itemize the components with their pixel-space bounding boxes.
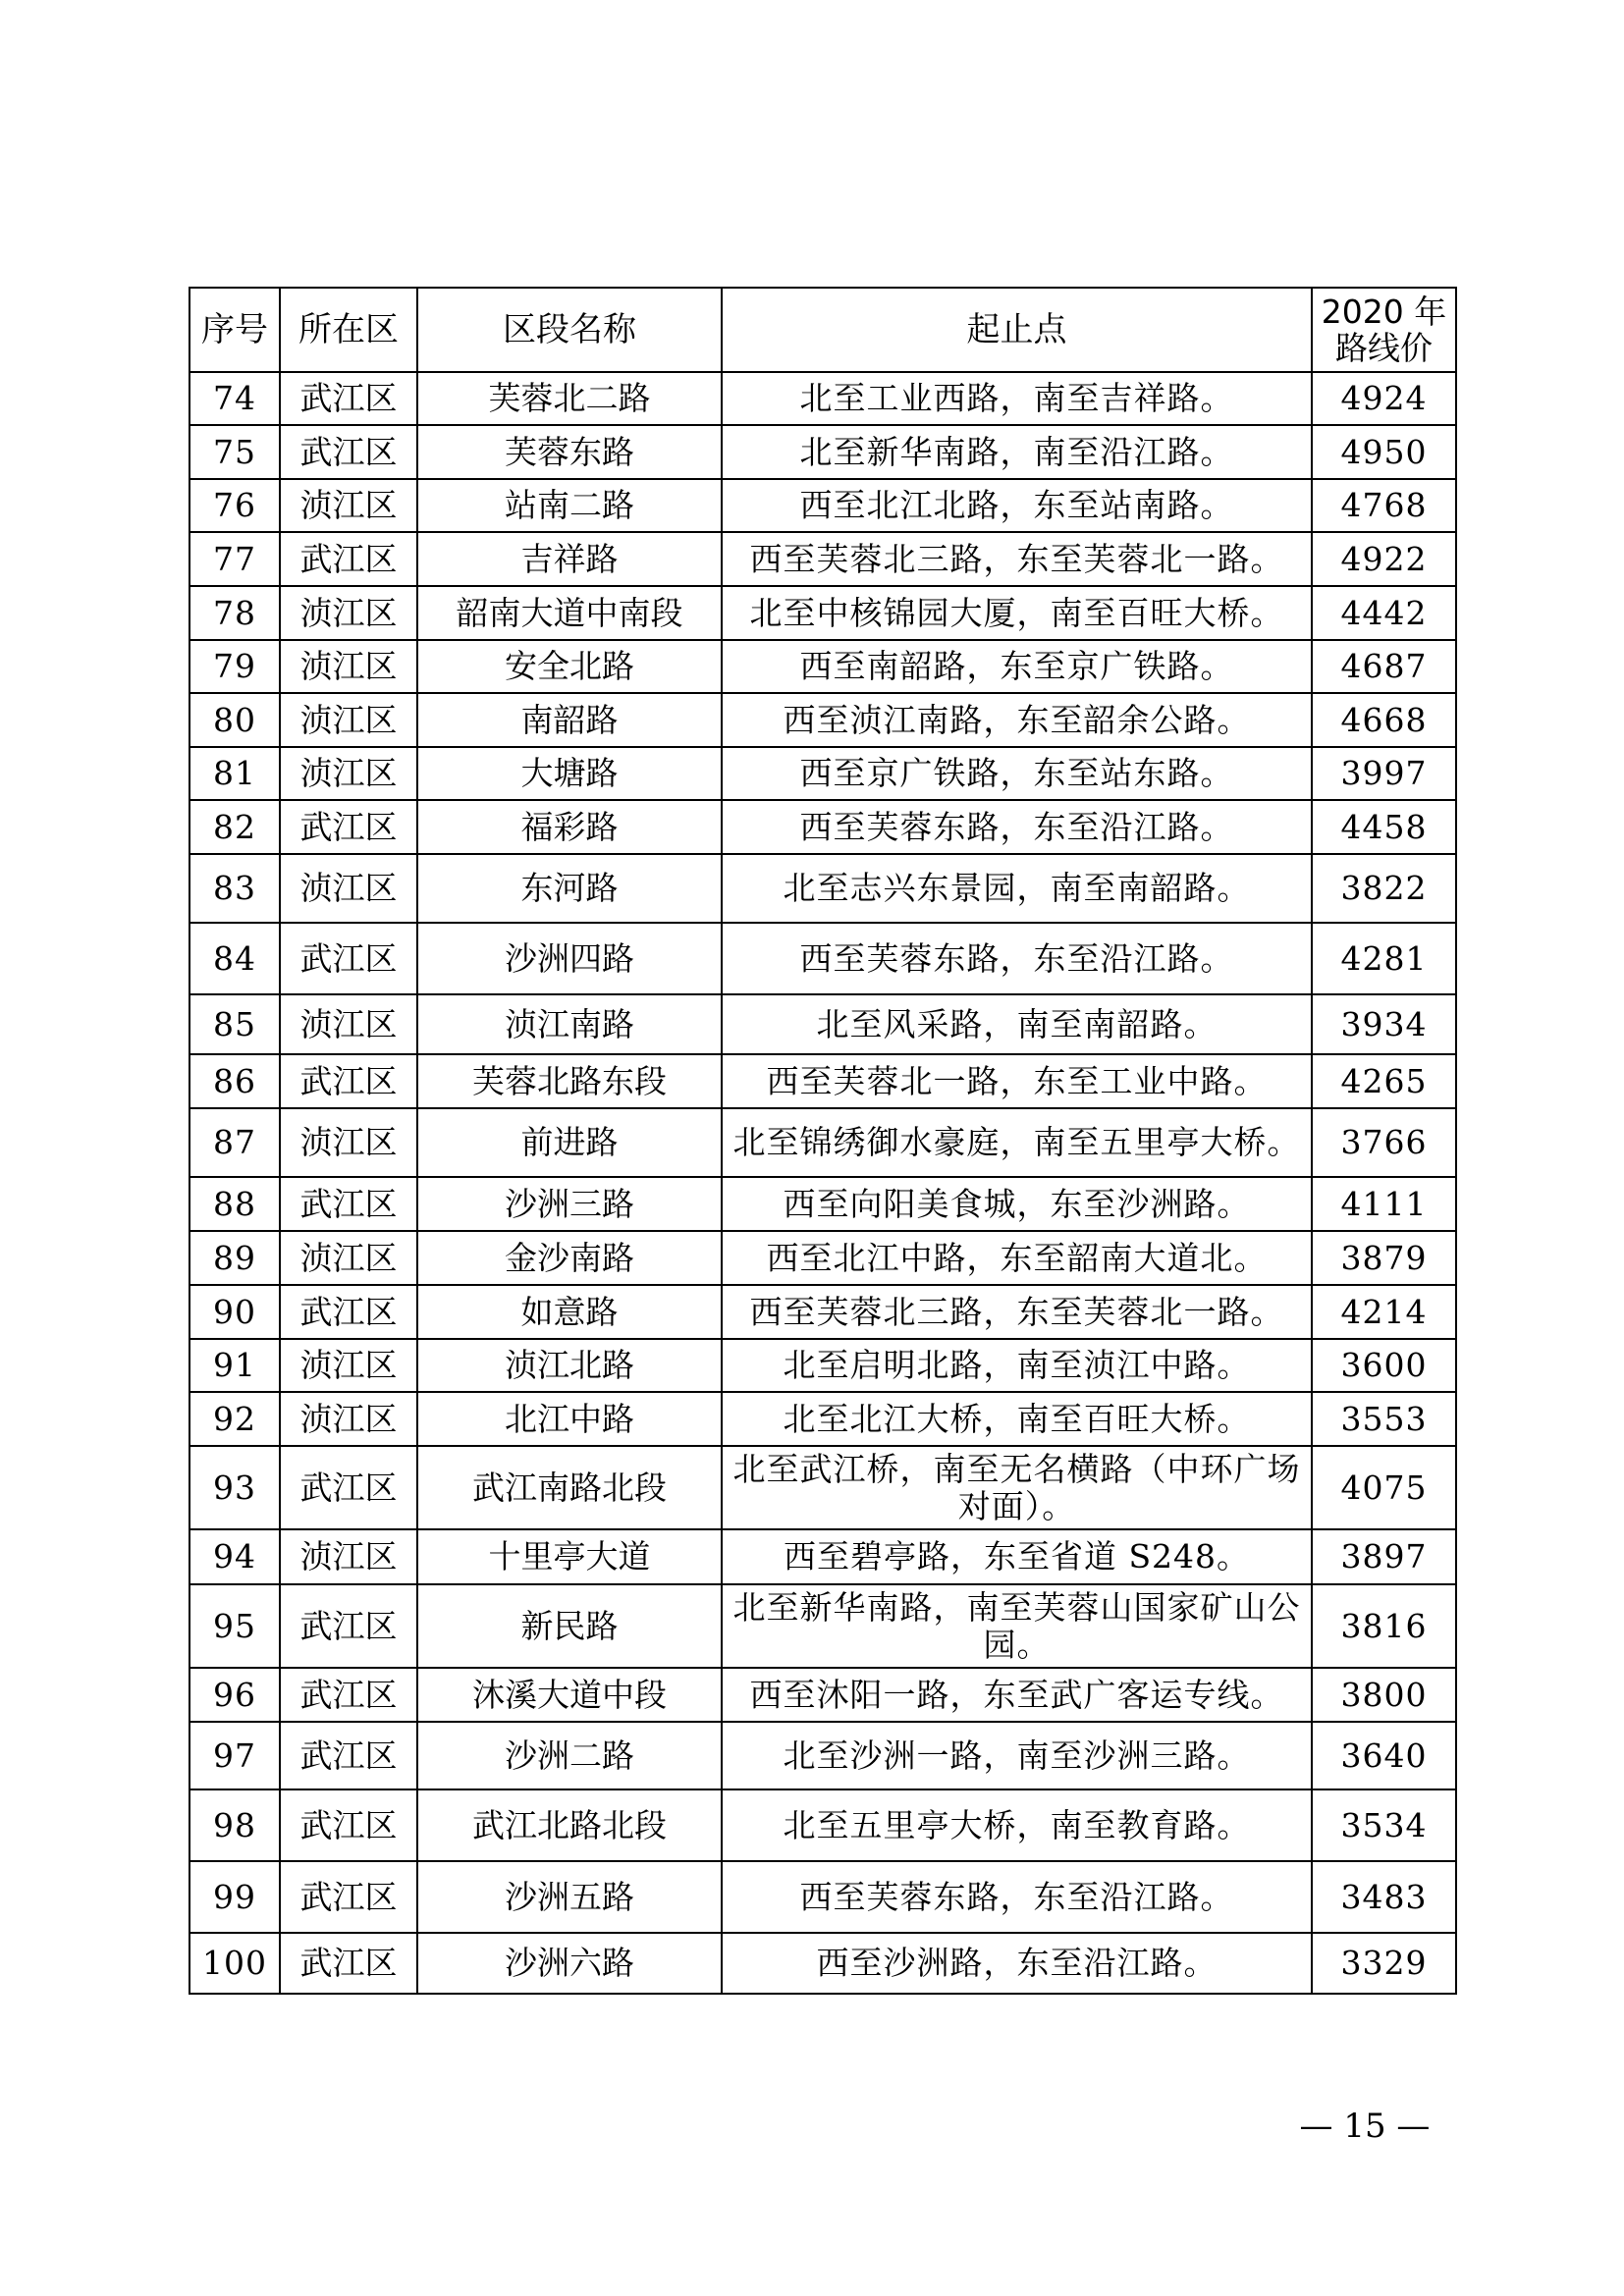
cell-no: 88 — [189, 1177, 280, 1231]
cell-district: 武江区 — [280, 1584, 417, 1668]
header-segment: 区段名称 — [417, 288, 722, 372]
table-row — [189, 1339, 1456, 1392]
cell-district: 武江区 — [280, 1789, 417, 1861]
cell-no: 80 — [189, 693, 280, 747]
cell-range: 西至芙蓉北一路，东至工业中路。 — [722, 1054, 1312, 1108]
table-row — [189, 1861, 1456, 1933]
cell-no: 98 — [189, 1789, 280, 1861]
header-district: 所在区 — [280, 288, 417, 372]
cell-district: 武江区 — [280, 1177, 417, 1231]
cell-segment: 南韶路 — [417, 693, 722, 747]
cell-range: 西至浈江南路，东至韶余公路。 — [722, 693, 1312, 747]
cell-price: 3800 — [1312, 1668, 1456, 1722]
table-row — [189, 854, 1456, 923]
cell-range: 北至志兴东景园，南至南韶路。 — [722, 854, 1312, 923]
cell-no: 92 — [189, 1392, 280, 1446]
table-row — [189, 372, 1456, 425]
cell-price: 4922 — [1312, 532, 1456, 586]
table-row — [189, 1285, 1456, 1339]
cell-range: 西至向阳美食城，东至沙洲路。 — [722, 1177, 1312, 1231]
header-price-year: 2020 年 — [1321, 293, 1447, 331]
table-row — [189, 1231, 1456, 1285]
cell-segment: 东河路 — [417, 854, 722, 923]
cell-district: 武江区 — [280, 425, 417, 479]
cell-segment: 武江南路北段 — [417, 1446, 722, 1529]
cell-no: 81 — [189, 747, 280, 800]
cell-segment: 沙洲二路 — [417, 1722, 722, 1789]
cell-range: 西至芙蓉北三路，东至芙蓉北一路。 — [722, 1285, 1312, 1339]
cell-district: 浈江区 — [280, 640, 417, 693]
cell-district: 浈江区 — [280, 1231, 417, 1285]
cell-district: 武江区 — [280, 532, 417, 586]
cell-segment: 韶南大道中南段 — [417, 586, 722, 640]
cell-range: 北至中核锦园大厦，南至百旺大桥。 — [722, 586, 1312, 640]
header-price-label: 路线价 — [1335, 329, 1433, 367]
table-row — [189, 1933, 1456, 1994]
cell-segment: 福彩路 — [417, 800, 722, 854]
cell-range: 西至芙蓉东路，东至沿江路。 — [722, 1861, 1312, 1933]
cell-price: 3934 — [1312, 994, 1456, 1054]
cell-range: 北至武江桥，南至无名横路（中环广场对面）。 — [722, 1446, 1312, 1529]
cell-no: 82 — [189, 800, 280, 854]
cell-price: 3766 — [1312, 1108, 1456, 1177]
cell-price: 4668 — [1312, 693, 1456, 747]
cell-range: 西至芙蓉北三路，东至芙蓉北一路。 — [722, 532, 1312, 586]
cell-price: 3822 — [1312, 854, 1456, 923]
cell-price: 4458 — [1312, 800, 1456, 854]
cell-segment: 沙洲五路 — [417, 1861, 722, 1933]
cell-price: 3553 — [1312, 1392, 1456, 1446]
cell-district: 武江区 — [280, 1861, 417, 1933]
cell-segment: 浈江北路 — [417, 1339, 722, 1392]
cell-segment: 浈江南路 — [417, 994, 722, 1054]
cell-no: 77 — [189, 532, 280, 586]
cell-price: 3997 — [1312, 747, 1456, 800]
page-number: — 15 — — [1299, 2107, 1431, 2146]
cell-no: 83 — [189, 854, 280, 923]
cell-district: 武江区 — [280, 800, 417, 854]
header-price — [1312, 288, 1456, 372]
cell-no: 97 — [189, 1722, 280, 1789]
cell-district: 武江区 — [280, 923, 417, 994]
cell-segment: 沙洲六路 — [417, 1933, 722, 1994]
cell-price: 3897 — [1312, 1529, 1456, 1584]
cell-price: 3483 — [1312, 1861, 1456, 1933]
cell-segment: 北江中路 — [417, 1392, 722, 1446]
cell-segment: 站南二路 — [417, 479, 722, 532]
cell-segment: 沐溪大道中段 — [417, 1668, 722, 1722]
cell-district: 浈江区 — [280, 693, 417, 747]
cell-segment: 安全北路 — [417, 640, 722, 693]
table-row — [189, 1722, 1456, 1789]
cell-segment: 沙洲三路 — [417, 1177, 722, 1231]
cell-no: 74 — [189, 372, 280, 425]
cell-district: 浈江区 — [280, 586, 417, 640]
cell-price: 4281 — [1312, 923, 1456, 994]
cell-range: 西至沐阳一路，东至武广客运专线。 — [722, 1668, 1312, 1722]
cell-range: 西至京广铁路，东至站东路。 — [722, 747, 1312, 800]
cell-price: 3879 — [1312, 1231, 1456, 1285]
cell-price: 4265 — [1312, 1054, 1456, 1108]
cell-segment: 新民路 — [417, 1584, 722, 1668]
cell-range: 西至北江北路，东至站南路。 — [722, 479, 1312, 532]
cell-no: 86 — [189, 1054, 280, 1108]
cell-segment: 沙洲四路 — [417, 923, 722, 994]
cell-district: 武江区 — [280, 1285, 417, 1339]
cell-price: 4214 — [1312, 1285, 1456, 1339]
cell-district: 武江区 — [280, 1446, 417, 1529]
cell-no: 96 — [189, 1668, 280, 1722]
cell-range: 北至五里亭大桥，南至教育路。 — [722, 1789, 1312, 1861]
cell-segment: 芙蓉北路东段 — [417, 1054, 722, 1108]
table-header-row — [189, 288, 1456, 372]
header-no: 序号 — [189, 288, 280, 372]
cell-segment: 金沙南路 — [417, 1231, 722, 1285]
cell-no: 87 — [189, 1108, 280, 1177]
cell-range: 北至沙洲一路，南至沙洲三路。 — [722, 1722, 1312, 1789]
cell-price: 4768 — [1312, 479, 1456, 532]
cell-no: 94 — [189, 1529, 280, 1584]
table-row — [189, 994, 1456, 1054]
cell-price: 3816 — [1312, 1584, 1456, 1668]
cell-segment: 武江北路北段 — [417, 1789, 722, 1861]
cell-no: 95 — [189, 1584, 280, 1668]
cell-district: 浈江区 — [280, 994, 417, 1054]
cell-range: 西至沙洲路，东至沿江路。 — [722, 1933, 1312, 1994]
cell-segment: 吉祥路 — [417, 532, 722, 586]
cell-range: 北至北江大桥，南至百旺大桥。 — [722, 1392, 1312, 1446]
cell-no: 75 — [189, 425, 280, 479]
cell-range: 北至锦绣御水豪庭，南至五里亭大桥。 — [722, 1108, 1312, 1177]
cell-district: 武江区 — [280, 1668, 417, 1722]
cell-district: 浈江区 — [280, 747, 417, 800]
table-row — [189, 1446, 1456, 1529]
cell-price: 4687 — [1312, 640, 1456, 693]
cell-no: 91 — [189, 1339, 280, 1392]
cell-district: 武江区 — [280, 1054, 417, 1108]
cell-district: 浈江区 — [280, 1108, 417, 1177]
cell-price: 3534 — [1312, 1789, 1456, 1861]
cell-range: 西至芙蓉东路，东至沿江路。 — [722, 923, 1312, 994]
cell-range: 西至芙蓉东路，东至沿江路。 — [722, 800, 1312, 854]
table-row — [189, 1668, 1456, 1722]
cell-range: 西至南韶路，东至京广铁路。 — [722, 640, 1312, 693]
table-row — [189, 923, 1456, 994]
cell-price: 4075 — [1312, 1446, 1456, 1529]
table-row — [189, 1108, 1456, 1177]
cell-range: 北至新华南路，南至芙蓉山国家矿山公园。 — [722, 1584, 1312, 1668]
table-row — [189, 1392, 1456, 1446]
table-row — [189, 800, 1456, 854]
cell-district: 武江区 — [280, 372, 417, 425]
table-row — [189, 747, 1456, 800]
cell-no: 90 — [189, 1285, 280, 1339]
cell-segment: 芙蓉北二路 — [417, 372, 722, 425]
table-row — [189, 1177, 1456, 1231]
table-row — [189, 425, 1456, 479]
cell-district: 武江区 — [280, 1722, 417, 1789]
cell-range: 西至碧亭路，东至省道 S248。 — [722, 1529, 1312, 1584]
table-row — [189, 586, 1456, 640]
table-row — [189, 1789, 1456, 1861]
cell-no: 84 — [189, 923, 280, 994]
cell-district: 武江区 — [280, 1933, 417, 1994]
cell-range: 北至工业西路，南至吉祥路。 — [722, 372, 1312, 425]
cell-district: 浈江区 — [280, 1529, 417, 1584]
cell-no: 79 — [189, 640, 280, 693]
cell-range: 北至新华南路，南至沿江路。 — [722, 425, 1312, 479]
cell-price: 4111 — [1312, 1177, 1456, 1231]
cell-no: 76 — [189, 479, 280, 532]
road-price-table — [189, 287, 1457, 1995]
cell-segment: 十里亭大道 — [417, 1529, 722, 1584]
cell-range: 西至北江中路，东至韶南大道北。 — [722, 1231, 1312, 1285]
cell-district: 浈江区 — [280, 1392, 417, 1446]
cell-no: 100 — [189, 1933, 280, 1994]
cell-price: 4442 — [1312, 586, 1456, 640]
cell-price: 3640 — [1312, 1722, 1456, 1789]
cell-district: 浈江区 — [280, 854, 417, 923]
cell-no: 93 — [189, 1446, 280, 1529]
cell-no: 85 — [189, 994, 280, 1054]
cell-segment: 前进路 — [417, 1108, 722, 1177]
cell-no: 99 — [189, 1861, 280, 1933]
cell-range: 北至风采路，南至南韶路。 — [722, 994, 1312, 1054]
table-row — [189, 693, 1456, 747]
cell-no: 89 — [189, 1231, 280, 1285]
cell-range: 北至启明北路，南至浈江中路。 — [722, 1339, 1312, 1392]
cell-price: 3329 — [1312, 1933, 1456, 1994]
cell-segment: 芙蓉东路 — [417, 425, 722, 479]
table-row — [189, 1054, 1456, 1108]
header-range: 起止点 — [722, 288, 1312, 372]
table-row — [189, 1584, 1456, 1668]
table-row — [189, 1529, 1456, 1584]
cell-price: 4950 — [1312, 425, 1456, 479]
cell-district: 浈江区 — [280, 479, 417, 532]
cell-price: 3600 — [1312, 1339, 1456, 1392]
table-row — [189, 479, 1456, 532]
cell-segment: 大塘路 — [417, 747, 722, 800]
table-row — [189, 640, 1456, 693]
cell-segment: 如意路 — [417, 1285, 722, 1339]
cell-no: 78 — [189, 586, 280, 640]
cell-price: 4924 — [1312, 372, 1456, 425]
cell-district: 浈江区 — [280, 1339, 417, 1392]
table-row — [189, 532, 1456, 586]
